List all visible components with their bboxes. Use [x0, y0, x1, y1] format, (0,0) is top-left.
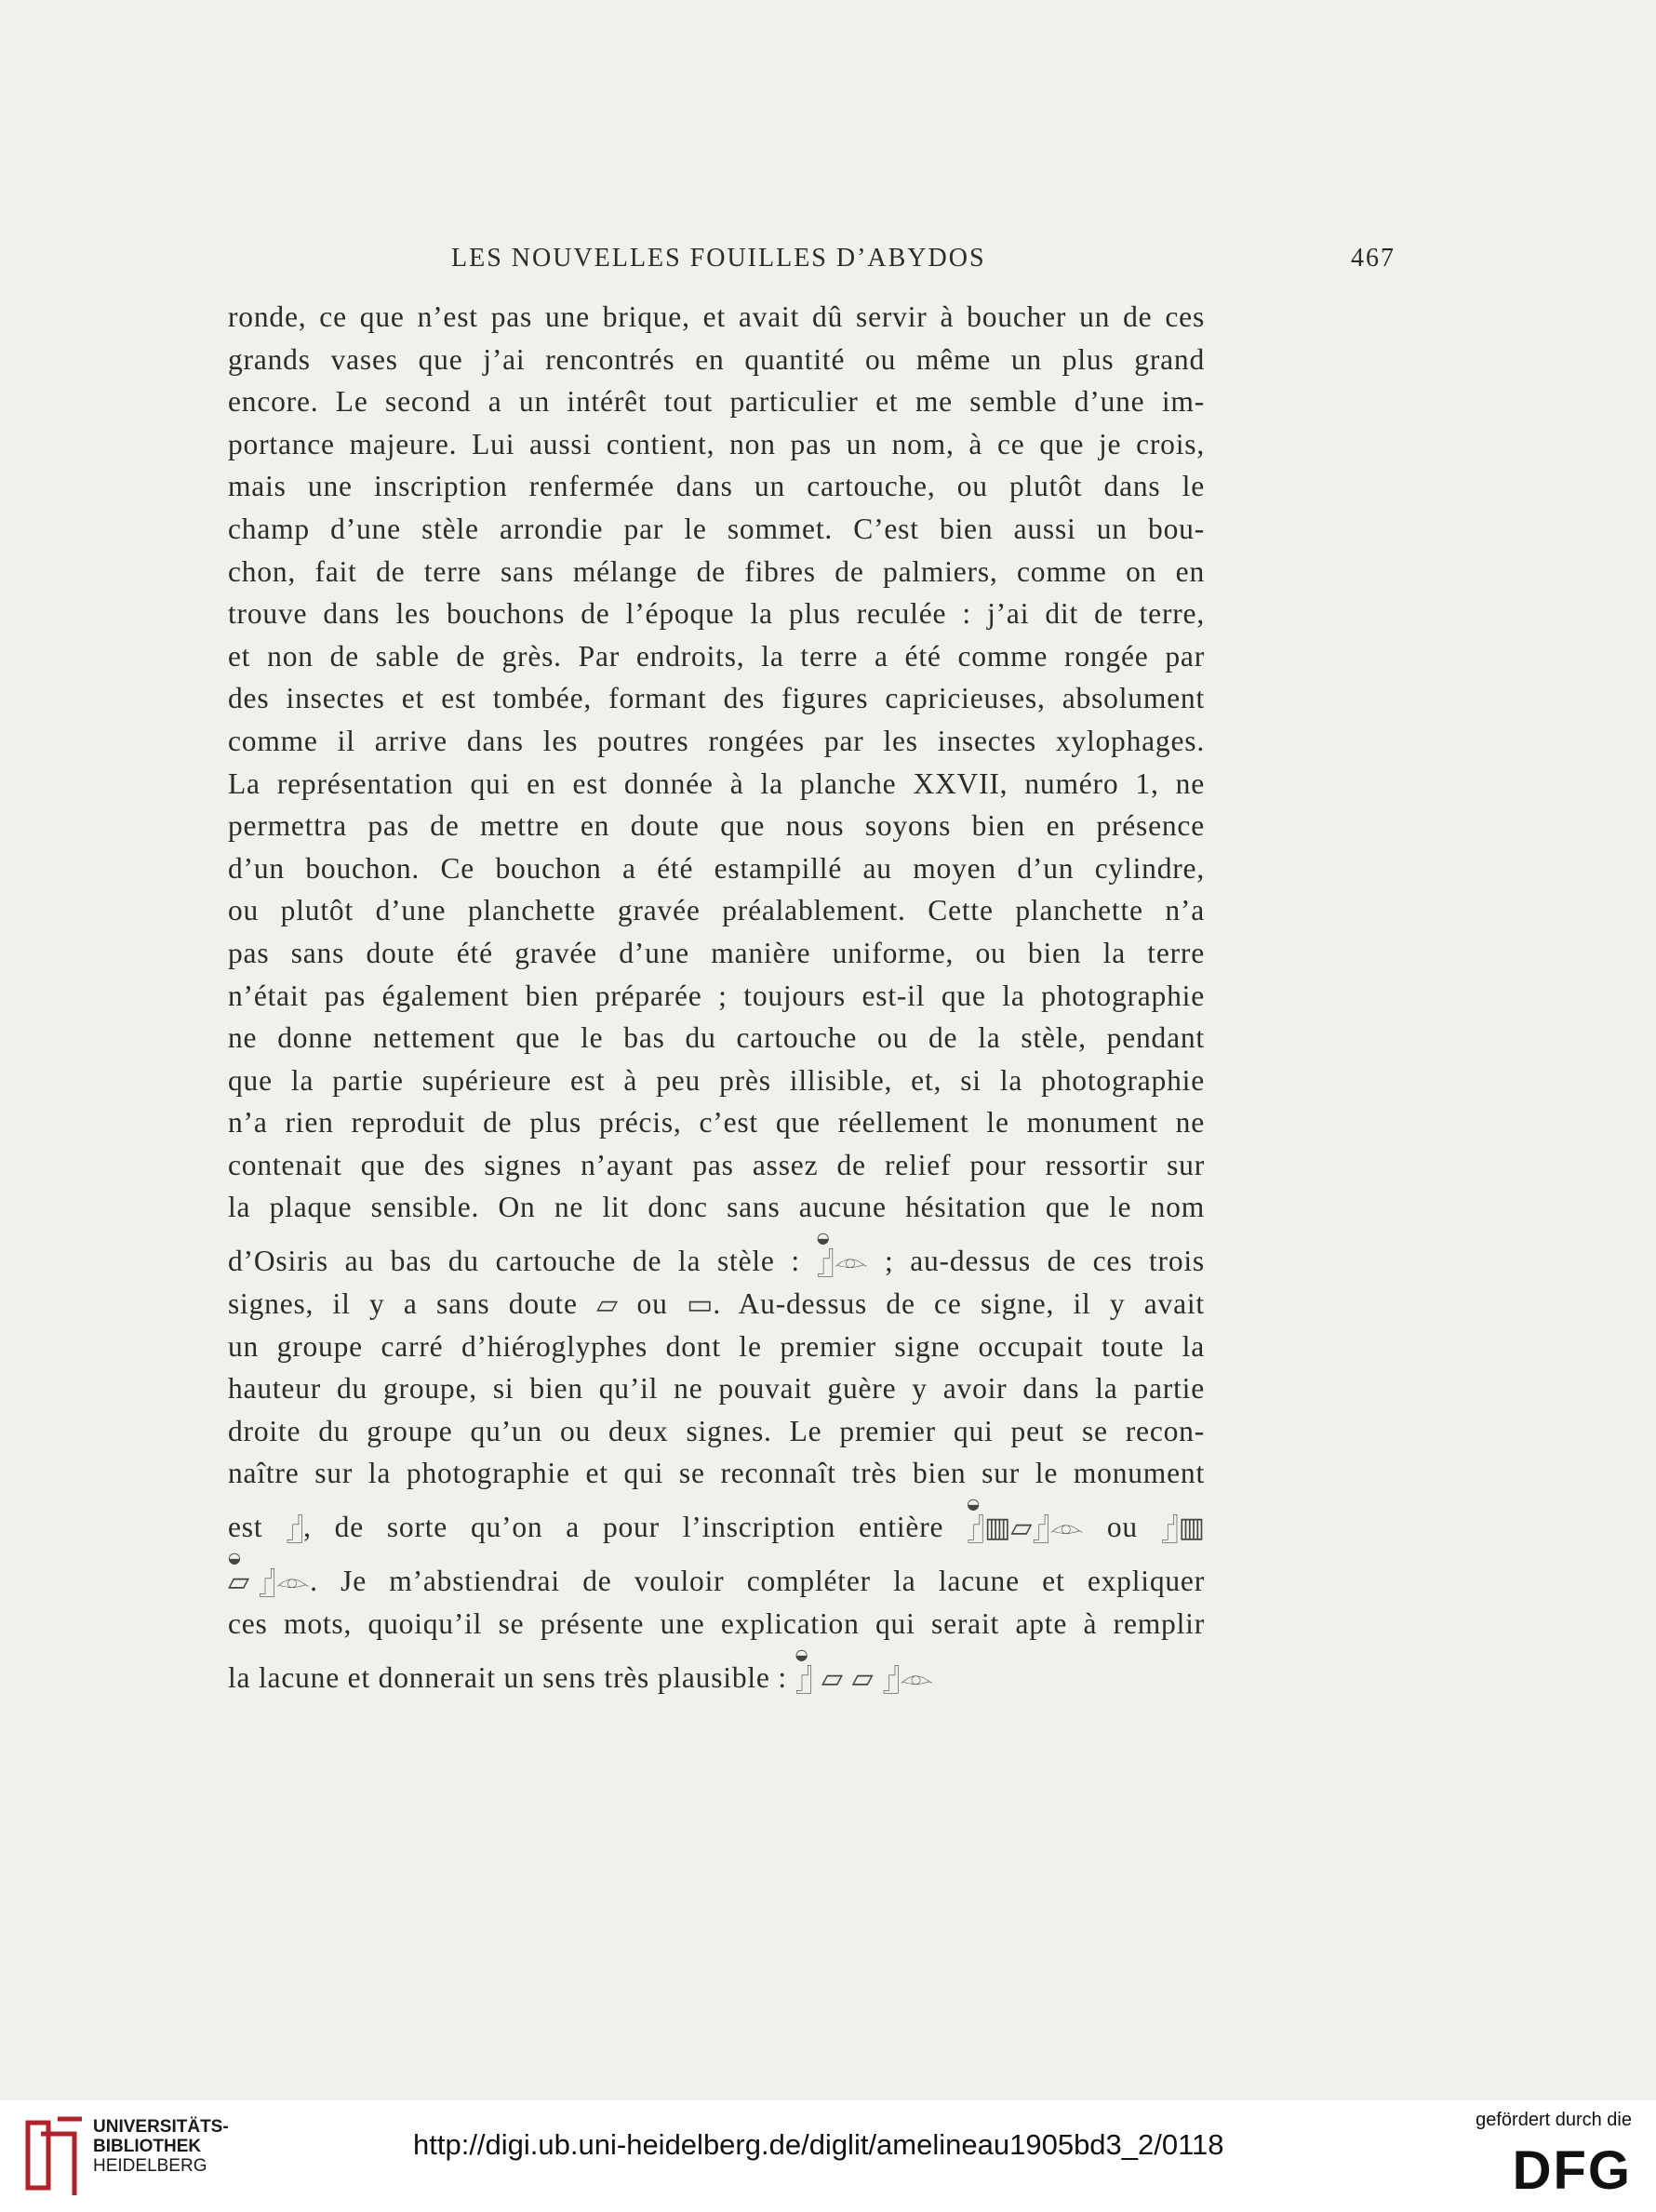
text-line: droite du groupe qu’un ou deux signes. Le premier qui peut se recon-: [228, 1414, 1205, 1447]
text-line: des insectes et est tombée, formant des figures capricieuses, absolument: [228, 682, 1205, 715]
dfg-logo: DFG: [1512, 2140, 1632, 2201]
text-line: encore. Le second a un intérêt tout particulier et me semble d’une im-: [228, 385, 1205, 419]
text-line: La représentation qui en est donnée à la planche XXVII, numéro 1, ne: [228, 766, 1205, 800]
text-line: que la partie supérieure est à peu près illisible, et, si la photographie: [228, 1063, 1205, 1097]
text-line: hauteur du groupe, si bien qu’il ne pouvait guère y avoir dans la partie: [228, 1372, 1205, 1406]
body-text: [228, 296, 1205, 1699]
text-line: ronde, ce que n’est pas une brique, et avait dû servir à boucher un de ces: [228, 300, 1205, 333]
text-line: pas sans doute été gravée d’une manière uniforme, ou bien la terre: [228, 936, 1205, 969]
text-line: ou plutôt d’une planchette gravée préalablement. Cette planchette n’a: [228, 894, 1205, 927]
text-line: d’un bouchon. Ce bouchon a été estampillé au moyen d’un cylindre,: [228, 851, 1205, 885]
mouth-hieroglyph-icon: ⏥: [596, 1288, 619, 1322]
page-number: 467: [1351, 244, 1396, 273]
seat-hieroglyph-icon: ▭: [686, 1288, 714, 1322]
est-line: est 𓊨, de sorte qu’on a pour l’inscription entière ◒ 𓊨▥⏥𓊨𓁹 ou 𓊨▥: [228, 1495, 1205, 1549]
text-line: n’a rien reproduit de plus précis, c’est que réellement le monument ne: [228, 1106, 1205, 1139]
plausible-reading-hieroglyph-icon: ◒ 𓊨 ⏥ ⏥ 𓊨𓁹: [795, 1645, 934, 1695]
permalink-link[interactable]: http://digi.ub.uni-heidelberg.de/diglit/amelineau1905bd3_2/0118: [413, 2128, 1224, 2161]
text-line: et non de sable de grès. Par endroits, la terre a été comme rongée par: [228, 639, 1205, 673]
je-line: ◒ ⏥ 𓊨𓁹. Je m’abstiendrai de vouloir compléter la lacune et expliquer: [228, 1549, 1205, 1603]
text-line: ces mots, quoiqu’il se présente une explication qui serait apte à remplir: [228, 1607, 1205, 1641]
text-line: comme il arrive dans les poutres rongées par les insectes xylophages.: [228, 724, 1205, 757]
text-line: un groupe carré d’hiéroglyphes dont le premier signe occupait toute la: [228, 1329, 1205, 1363]
osiris-line: d’Osiris au bas du cartouche de la stèle : ◒ 𓊨𓁹 ; au-dessus de ces trois: [228, 1229, 1205, 1283]
alternate-hieroglyph-group-icon: 𓊨▥: [1160, 1512, 1205, 1545]
text-line: contenait que des signes n’ayant pas assez de relief pour ressortir sur: [228, 1148, 1205, 1181]
page-header: [228, 244, 1396, 281]
text-line: permettra pas de mettre en doute que nous soyons bien en présence: [228, 809, 1205, 843]
footer: [0, 2100, 1656, 2212]
text-line: chon, fait de terre sans mélange de fibres de palmiers, comme on en: [228, 554, 1205, 588]
running-title: LES NOUVELLES FOUILLES D’ABYDOS: [451, 244, 986, 273]
funder-text: gefördert durch die: [1476, 2110, 1632, 2130]
text-line: portance majeure. Lui aussi contient, non pas un nom, à ce que je crois,: [228, 427, 1205, 460]
library-logo-icon: [20, 2113, 86, 2197]
text-line: naître sur la photographie et qui se reconnaît très bien sur le monument: [228, 1457, 1205, 1490]
signes-line: signes, il y a sans doute ⏥ ou ▭. Au-dessus de ce signe, il y avait: [228, 1283, 1205, 1326]
text-line: ne donne nettement que le bas du cartouche ou de la stèle, pendant: [228, 1021, 1205, 1055]
text-line: grands vases que j’ai rencontrés en quantité ou même un plus grand: [228, 342, 1205, 376]
mouth-osiris-hieroglyph-icon: ◒ ⏥ 𓊨𓁹: [228, 1549, 311, 1599]
text-line: n’était pas également bien préparée ; toujours est-il que la photographie: [228, 979, 1205, 1012]
inscription-hieroglyph-group-icon: ◒ 𓊨▥⏥𓊨𓁹: [967, 1495, 1084, 1545]
text-line: trouve dans les bouchons de l’époque la plus reculée : j’ai dit de terre,: [228, 597, 1205, 631]
text-line: la plaque sensible. On ne lit donc sans aucune hésitation que le nom: [228, 1191, 1205, 1224]
text-line: mais une inscription renfermée dans un cartouche, ou plutôt dans le: [228, 470, 1205, 503]
text-line: champ d’une stèle arrondie par le sommet. C’est bien aussi un bou-: [228, 512, 1205, 545]
throne-hieroglyph-icon: 𓊨: [286, 1512, 304, 1545]
lacune-line: la lacune et donnerait un sens très plausible : ◒ 𓊨 ⏥ ⏥ 𓊨𓁹: [228, 1646, 1205, 1699]
osiris-hieroglyph-icon: ◒ 𓊨𓁹: [816, 1229, 869, 1279]
library-name: UNIVERSITÄTS- BIBLIOTHEK HEIDELBERG: [93, 2117, 229, 2176]
